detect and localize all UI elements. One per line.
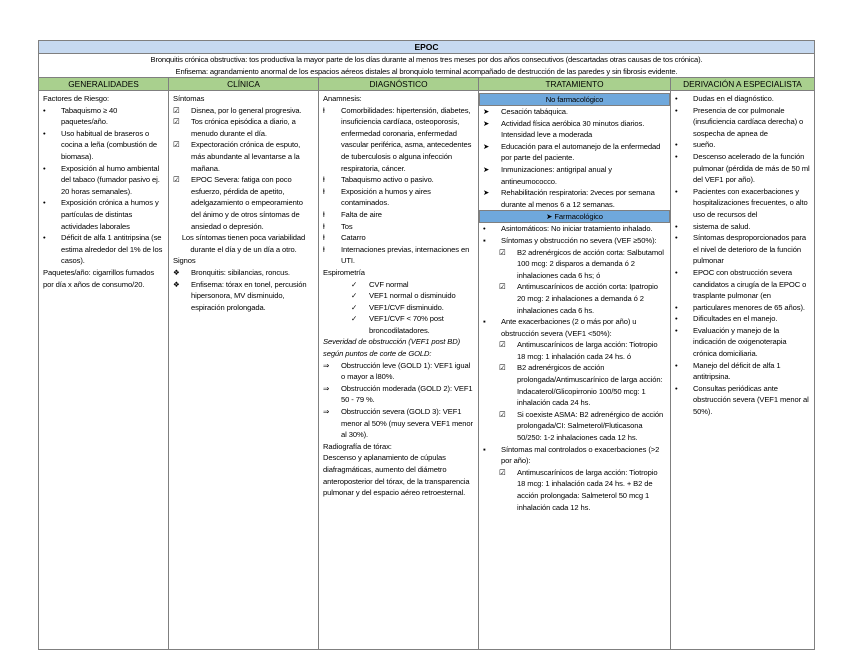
- list-item-text: Dificultades en el manejo.: [693, 314, 778, 324]
- list-item-text: Tabaquismo activo o pasivo.: [341, 175, 434, 185]
- list-item-text: EPOC con obstrucción severa candidatos a cirugía de la EPOC o trasplante pulmonar (en: [693, 267, 807, 301]
- square-bullet-icon: ▪: [483, 317, 486, 327]
- list-item: [43, 232, 164, 267]
- list-item: [323, 302, 474, 314]
- list-item-text: Síntomas desproporcionados para el nivel de deterioro de la función pulmonar: [693, 233, 806, 266]
- section-heading: Factores de Riesgo:: [43, 94, 110, 103]
- list-item-text: CVF normal: [369, 279, 409, 289]
- list-item: [323, 209, 474, 221]
- bullet-icon: •: [43, 105, 46, 115]
- list-item: [173, 105, 314, 117]
- list-item: [483, 235, 666, 247]
- list-item: [675, 221, 810, 233]
- list-item: [483, 164, 666, 187]
- list-item-text: Exposición crónica a humos y partículas de distintas actividades laborales: [61, 198, 159, 231]
- list-item: [323, 279, 474, 291]
- arrow-icon: ⇒: [323, 360, 330, 370]
- list-item-text: Síntomas mal controlados o exacerbaciones (>2 por año):: [501, 444, 660, 466]
- list-item-text: Asintomáticos: No iniciar tratamiento inhalado.: [501, 224, 653, 234]
- section-band: No farmacológico: [479, 93, 670, 106]
- bullet-icon: •: [675, 221, 678, 231]
- checkbox-icon: ☑: [499, 467, 506, 477]
- list-item-text: Cesación tabáquica.: [501, 107, 568, 116]
- list-item: [323, 244, 474, 267]
- list-item: [483, 106, 666, 118]
- square-bullet-icon: ▪: [483, 444, 486, 454]
- header-tratamiento: TRATAMIENTO: [479, 78, 671, 90]
- list-item-text: Antimuscarínicos de larga acción: Tiotropio 18 mcg: 1 inhalación cada 24 hs. ó: [517, 340, 658, 361]
- bullet-icon: •: [675, 314, 678, 324]
- bullet-icon: •: [675, 186, 678, 196]
- list-item-text: Tos crónica episódica a diario, a menudo durante el día.: [191, 117, 296, 138]
- list-item-text: B2 adrenérgicos de acción corta: Salbutamol 100 mcg: 2 disparos a demanda ó 2 inhalaciones cada 6 hs; ó: [517, 247, 664, 280]
- list-item-text: EPOC Severa: fatiga con poco esfuerzo, pérdida de apetito, adelgazamiento o empeoramiento del ánimo y de otros síntomas de ansiedad o depresión.: [191, 175, 303, 231]
- section-heading: Descenso y aplanamiento de cúpulas diafragmáticas, aumento del diámetro anteroposterior del tórax, de la transparencia pulmonar y del espacio aéreo retroesternal.: [323, 453, 470, 498]
- section-band: ➤ Farmacológico: [479, 210, 670, 223]
- bullet-icon: •: [675, 325, 678, 335]
- bullet-icon: •: [43, 233, 46, 243]
- marker-icon: ⱡ: [323, 221, 325, 231]
- check-icon: ✓: [351, 302, 358, 312]
- marker-icon: ⱡ: [323, 244, 325, 254]
- list-item-text: Internaciones previas, internaciones en UTI.: [341, 244, 470, 266]
- list-item: [323, 232, 474, 244]
- list-item-text: Presencia de cor pulmonale (insuficiencia cardíaca derecha) o sospecha de apnea de: [693, 105, 804, 138]
- arrow-icon: ⇒: [323, 383, 330, 393]
- column-tratamiento: [479, 91, 671, 649]
- section-heading: Anamnesis:: [323, 94, 362, 103]
- list-item-text: sistema de salud.: [693, 221, 751, 231]
- table-title: EPOC: [39, 41, 814, 54]
- list-item: [323, 186, 474, 209]
- arrowhead-icon: ➤: [483, 188, 490, 198]
- list-item: [173, 139, 314, 174]
- bullet-icon: •: [43, 163, 46, 173]
- column-generalidades: [39, 91, 169, 649]
- list-item-text: Pacientes con exacerbaciones y hospitalizaciones frecuentes, o alto uso de recursos del: [693, 186, 808, 219]
- list-item: [675, 151, 810, 186]
- list-item-text: Rehabilitación respiratoria: 2veces por semana durante al menos 6 a 12 semanas.: [501, 188, 655, 209]
- list-item: [323, 313, 474, 336]
- arrowhead-icon: ➤: [483, 118, 490, 128]
- list-item: [675, 232, 810, 267]
- arrowhead-icon: ➤: [483, 107, 490, 116]
- paragraph: Severidad de obstrucción (VEF1 post BD) según puntos de corte de GOLD:: [323, 337, 461, 359]
- list-item: [675, 105, 810, 140]
- list-item: [675, 186, 810, 221]
- list-item: [483, 467, 666, 513]
- section-heading: Radiografía de tórax:: [323, 441, 392, 451]
- list-item: [675, 267, 810, 302]
- list-item-text: Síntomas y obstrucción no severa (VEF ≥50%):: [501, 235, 657, 245]
- column-clinica: [169, 91, 319, 649]
- marker-icon: ⱡ: [323, 209, 325, 219]
- section-heading: Síntomas: [173, 94, 205, 103]
- list-item: [43, 163, 164, 198]
- list-item-text: Antimuscarínicos de acción corta: Ipatropio 20 mcg: 2 inhalaciones a demanda ó 2 inhalaciones cada 6 hs.: [517, 282, 658, 315]
- checkbox-icon: ☑: [173, 140, 180, 150]
- list-item: [675, 302, 810, 314]
- list-item: [483, 316, 666, 339]
- list-item: [483, 409, 666, 444]
- list-item-text: Tabaquismo ≥ 40 paquetes/año.: [61, 105, 118, 127]
- bullet-icon: •: [675, 151, 678, 161]
- list-item: [483, 187, 666, 210]
- list-item-text: Descenso acelerado de la función pulmonar (pérdida de más de 50 ml del VEF1 por año).: [693, 151, 810, 185]
- list-item-text: Obstrucción moderada (GOLD 2): VEF1 50 - 79 %.: [341, 383, 473, 405]
- bullet-icon: •: [483, 224, 486, 234]
- bullet-icon: •: [675, 105, 678, 115]
- list-item-text: Antimuscarínicos de larga acción: Tiotropio 18 mcg: 1 inhalación cada 24 hs. + B2 de acción prolongada: Salmeterol 50 mcg 1 inhalación cada 12 hs.: [517, 467, 658, 512]
- list-item-text: Catarro: [341, 233, 366, 243]
- checkbox-icon: ☑: [499, 363, 506, 373]
- list-item: [323, 105, 474, 175]
- arrowhead-icon: ➤: [483, 164, 490, 174]
- list-item: [483, 141, 666, 164]
- epoc-summary-table: [38, 40, 815, 650]
- list-item: [43, 105, 164, 128]
- header-generalidades: GENERALIDADES: [39, 78, 169, 90]
- list-item-text: Educación para el automanejo de la enfermedad por parte del paciente.: [501, 141, 661, 163]
- list-item: [483, 281, 666, 316]
- column-derivacion: [671, 91, 814, 649]
- list-item: [173, 279, 314, 314]
- list-item-text: Exposición al humo ambiental del tabaco (fumador pasivo ej. 20 horas semanales).: [61, 163, 160, 196]
- list-item-text: Bronquitis: sibilancias, roncus.: [191, 267, 290, 277]
- checkbox-icon: ☑: [499, 409, 506, 419]
- list-item-text: Evaluación y manejo de la indicación de oxigenoterapia crónica domiciliaria.: [693, 325, 787, 359]
- list-item-text: Consultas periódicas ante obstrucción severa (VEF1 menor al 50%).: [693, 383, 809, 417]
- list-item: [483, 118, 666, 141]
- list-item-text: Si coexiste ASMA: B2 adrenérgico de acción prolongada/CI: Salmeterol/Fluticasona 50/250: 1-2 inhalaciones cada 12 hs.: [517, 409, 664, 443]
- list-item: [483, 247, 666, 282]
- list-item-text: Enfisema: tórax en tonel, percusión hipersonora, MV disminuido, espiración prolongada.: [191, 279, 307, 312]
- list-item-text: Obstrucción severa (GOLD 3): VEF1 menor al 50% (muy severa VEF1 menor al 30%).: [341, 407, 473, 440]
- bullet-icon: •: [675, 383, 678, 393]
- diamond-icon: ❖: [173, 267, 180, 277]
- list-item: [323, 360, 474, 383]
- list-item: [323, 406, 474, 441]
- arrow-icon: ⇒: [323, 407, 330, 417]
- checkbox-icon: ☑: [173, 117, 180, 127]
- list-item-text: Déficit de alfa 1 antitripsina (se estima alrededor del 1% de los casos).: [61, 233, 163, 266]
- marker-icon: ⱡ: [323, 233, 325, 243]
- table-body: [39, 91, 814, 649]
- bullet-icon: •: [675, 233, 678, 243]
- bullet-icon: •: [675, 140, 678, 150]
- list-item-text: VEF1/CVF disminuido.: [369, 302, 444, 312]
- list-item: [675, 313, 810, 325]
- list-item: [483, 444, 666, 467]
- section-heading: Paquetes/año: cigarrillos fumados por día x años de consumo/20.: [43, 267, 155, 289]
- list-item: [173, 267, 314, 279]
- checkbox-icon: ☑: [173, 105, 180, 115]
- checkbox-icon: ☑: [499, 282, 506, 292]
- check-icon: ✓: [351, 314, 358, 324]
- check-icon: ✓: [351, 279, 358, 289]
- list-item: [173, 116, 314, 139]
- marker-icon: ⱡ: [323, 175, 325, 185]
- list-item-text: Uso habitual de braseros o cocina a leña (combustión de biomasa).: [61, 128, 157, 161]
- header-clinica: CLÍNICA: [169, 78, 319, 90]
- list-item-text: Manejo del déficit de alfa 1 antitripsina.: [693, 360, 781, 382]
- list-item: [675, 93, 810, 105]
- header-diagnostico: DIAGNÓSTICO: [319, 78, 479, 90]
- list-item-text: Actividad física aeróbica 30 minutos diarios. Intensidad leve a moderada: [501, 118, 645, 140]
- checkbox-icon: ☑: [173, 175, 180, 185]
- list-item-text: Obstrucción leve (GOLD 1): VEF1 igual o mayor a l80%.: [341, 360, 471, 382]
- section-heading: Espirometría: [323, 267, 365, 277]
- list-item-text: particulares menores de 65 años).: [693, 302, 805, 312]
- list-item: [483, 339, 666, 362]
- list-item: [483, 362, 666, 408]
- list-item: [323, 290, 474, 302]
- list-item: [675, 360, 810, 383]
- bullet-icon: •: [43, 128, 46, 138]
- list-item: [323, 174, 474, 186]
- list-item-text: Expectoración crónica de esputo, más abundante al levantarse a la mañana.: [191, 140, 301, 173]
- list-item: [173, 174, 314, 232]
- bullet-icon: •: [675, 360, 678, 370]
- list-item-text: Comorbilidades: hipertensión, diabetes, insuficiencia cardíaca, osteoporosis, enfermedad coronaria, enfermedad vascular periférica, asma, antecedentes de tuberculosis o alguna infección respiratoria, cáncer.: [341, 105, 472, 173]
- marker-icon: ⱡ: [323, 105, 325, 115]
- paragraph: Los síntomas tienen poca variabilidad durante el día y de un día a otro.: [181, 233, 306, 254]
- definition-enfisema: Enfisema: agrandamiento anormal de los espacios aéreos distales al bronquiolo terminal acompañado de destrucción de las paredes y sin fibrosis evidente.: [175, 66, 678, 76]
- list-item-text: Dudas en el diagnóstico.: [693, 94, 774, 103]
- list-item-text: VEF1/CVF < 70% post broncodilatadores.: [369, 314, 444, 335]
- bullet-icon: •: [675, 94, 678, 103]
- list-item-text: Ante exacerbaciones (2 o más por año) u obstrucción severa (VEF1 <50%):: [501, 317, 637, 338]
- list-item: [323, 383, 474, 406]
- list-item: [43, 197, 164, 232]
- bullet-icon: •: [675, 302, 678, 312]
- column-diagnostico: [319, 91, 479, 649]
- list-item-text: Falta de aire: [341, 209, 382, 219]
- checkbox-icon: ☑: [499, 340, 506, 350]
- list-item-text: Inmunizaciones: antigripal anual y antineumococco.: [501, 164, 612, 186]
- diamond-icon: ❖: [173, 279, 180, 289]
- list-item: [675, 383, 810, 418]
- check-icon: ✓: [351, 291, 358, 301]
- list-item: [483, 223, 666, 235]
- list-item-text: VEF1 normal o disminuido: [369, 291, 456, 301]
- checkbox-icon: ☑: [499, 247, 506, 257]
- bullet-icon: •: [675, 267, 678, 277]
- list-item-text: B2 adrenérgicos de acción prolongada/Antimuscarínico de larga acción: Indacaterol/Glicopirronio 100/50 mcg: 1 inhalación cada 24 hs.: [517, 363, 663, 408]
- column-headers: [39, 77, 814, 91]
- list-item: [675, 325, 810, 360]
- section-heading: Signos: [173, 256, 196, 266]
- marker-icon: ⱡ: [323, 186, 325, 196]
- definition-bronquitis: Bronquitis crónica obstructiva: tos productiva la mayor parte de los días durante al menos tres meses por dos años consecutivos (descartadas otras causas de tos crónica).: [150, 55, 703, 64]
- list-item: [675, 139, 810, 151]
- list-item-text: sueño.: [693, 140, 716, 150]
- list-item: [323, 221, 474, 233]
- list-item: [43, 128, 164, 163]
- header-derivacion: DERIVACIÓN A ESPECIALISTA: [683, 79, 802, 89]
- arrowhead-icon: ➤: [483, 141, 490, 151]
- bullet-icon: •: [43, 198, 46, 208]
- list-item-text: Exposición a humos y aires contaminados.: [341, 186, 431, 208]
- square-bullet-icon: ▪: [483, 235, 486, 245]
- list-item-text: Disnea, por lo general progresiva.: [191, 105, 302, 115]
- list-item-text: Tos: [341, 221, 353, 231]
